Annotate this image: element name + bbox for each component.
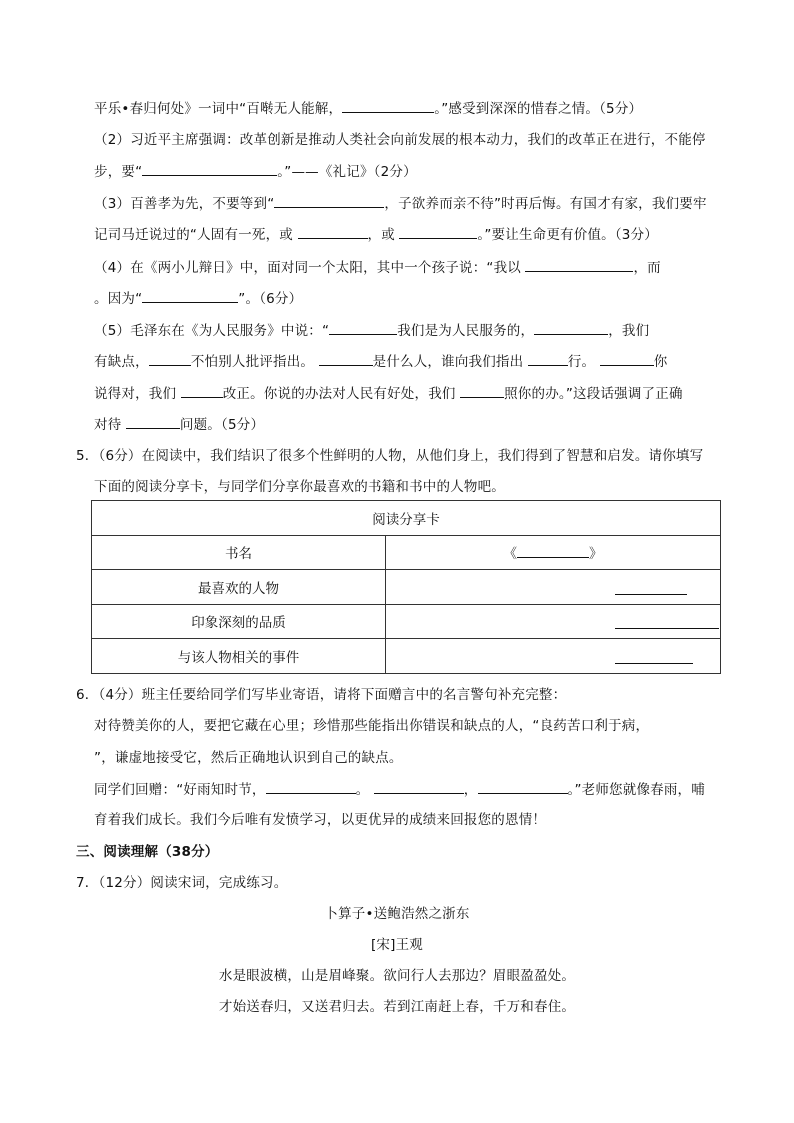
q4-4-line1	[94, 257, 661, 278]
card-label-character: 最喜欢的人物	[92, 570, 386, 605]
fill-line[interactable]	[615, 627, 719, 629]
fill-blank[interactable]	[149, 351, 191, 366]
fill-line[interactable]	[615, 593, 687, 595]
text: （4）在《两小儿辩日》中，面对同一个太阳，其中一个孩子说：“我以	[94, 260, 521, 276]
fill-blank[interactable]	[534, 320, 608, 335]
card-label-quality: 印象深刻的品质	[92, 604, 386, 639]
q4-3-line1	[94, 193, 707, 214]
text: 说得对，我们	[94, 386, 177, 402]
q7-line: 7．（12分）阅读宋词，完成练习。	[76, 875, 288, 891]
text: ，我们	[608, 323, 650, 339]
fill-blank[interactable]	[399, 224, 477, 239]
fill-blank[interactable]	[517, 543, 589, 558]
text: 《	[503, 546, 517, 563]
text: （3）百善孝为先，不要等到“	[94, 196, 275, 212]
fill-blank[interactable]	[274, 193, 384, 208]
reading-share-card	[91, 500, 721, 674]
q5-line2: 下面的阅读分享卡，与同学们分享你最喜欢的书籍和书中的人物吧。	[94, 479, 505, 495]
fill-blank[interactable]	[319, 351, 373, 366]
q4-2-line1: （2）习近平主席强调：改革创新是推动人类社会向前发展的根本动力，我们的改革正在进行，不能停	[94, 132, 706, 148]
card-value-quality[interactable]	[386, 604, 721, 639]
q4-3-line2	[94, 224, 658, 245]
card-label-book: 书名	[92, 535, 386, 570]
text: ，	[463, 782, 478, 798]
fill-blank[interactable]	[478, 779, 568, 794]
text: 平乐•春归何处》一词中“百啭无人能解，	[94, 101, 343, 117]
card-value-event[interactable]	[386, 639, 721, 674]
card-value-book[interactable]	[386, 535, 721, 570]
text: 问题。（5分）	[179, 417, 265, 433]
text: （5）毛泽东在《为人民服务》中说：“	[94, 323, 330, 339]
fill-blank[interactable]	[142, 161, 277, 176]
fill-blank[interactable]	[528, 351, 568, 366]
text: ，或	[367, 227, 395, 243]
text: 有缺点，	[94, 354, 149, 370]
text: ，子欲养而亲不待”时再后悔。有国才有家，我们要牢	[384, 196, 707, 212]
card-value-character[interactable]	[386, 570, 721, 605]
text: 。”——《礼记》（2分）	[277, 164, 417, 180]
text: ，而	[633, 260, 661, 276]
poem-author: [宋]王观	[370, 937, 424, 953]
text: 记司马迁说过的“人固有一死，或	[94, 227, 293, 243]
text: 。”老师您就像春雨，哺	[567, 782, 705, 798]
fill-blank[interactable]	[374, 779, 464, 794]
q6-line2: 对待赞美你的人，要把它藏在心里；珍惜那些能指出你错误和缺点的人，“良药苦口利于病，	[94, 718, 650, 734]
fill-blank[interactable]	[329, 320, 397, 335]
poem-title: 卜算子•送鲍浩然之浙东	[324, 906, 470, 922]
text: 同学们回赠：“好雨知时节，	[94, 782, 266, 798]
text: 。”要让生命更有价值。（3分）	[477, 227, 658, 243]
text: 》	[589, 546, 603, 563]
text: 是什么人，谁向我们指出	[372, 354, 524, 370]
text: 照你的办。”这段话强调了正确	[504, 386, 683, 402]
text: 你	[653, 354, 668, 370]
fill-blank[interactable]	[525, 257, 633, 272]
card-label-event: 与该人物相关的事件	[92, 639, 386, 674]
fill-blank[interactable]	[460, 383, 504, 398]
q4-2-line2	[94, 161, 417, 182]
card-title: 阅读分享卡	[92, 501, 721, 536]
q4-1-line	[94, 98, 642, 119]
q6-line1: 6．（4分）班主任要给同学们写毕业寄语，请将下面赠言中的名言警句补充完整：	[76, 687, 567, 703]
text: 改正。你说的办法对人民有好处，我们	[222, 386, 456, 402]
q6-line4	[94, 779, 705, 800]
fill-blank[interactable]	[600, 351, 654, 366]
text: 行。	[567, 354, 596, 370]
q6-line5: 育着我们成长。我们今后唯有发愤学习，以更优异的成绩来回报您的恩情！	[94, 812, 547, 828]
poem-line-1: 水是眼波横，山是眉峰聚。欲问行人去那边？眉眼盈盈处。	[218, 968, 576, 984]
text: ”。（6分）	[238, 291, 303, 307]
fill-blank[interactable]	[298, 224, 368, 239]
text: 。”感受到深深的惜春之情。（5分）	[434, 101, 643, 117]
q4-4-line2	[94, 288, 302, 309]
q4-5-line4	[94, 414, 264, 435]
poem-line-2: 才始送春归，又送君归去。若到江南赶上春，千万和春住。	[218, 999, 576, 1015]
q4-5-line2	[94, 351, 667, 372]
text: 步，要“	[94, 164, 143, 180]
text: 。因为“	[94, 291, 143, 307]
section-three-heading: 三、阅读理解（38分）	[76, 844, 219, 860]
fill-blank[interactable]	[126, 414, 180, 429]
fill-blank[interactable]	[142, 288, 238, 303]
q4-5-line3	[94, 383, 683, 404]
fill-blank[interactable]	[342, 98, 434, 113]
q5-line1: 5．（6分）在阅读中，我们结识了很多个性鲜明的人物，从他们身上，我们得到了智慧和启发。请你填写	[76, 448, 704, 464]
fill-blank[interactable]	[181, 383, 223, 398]
fill-line[interactable]	[615, 662, 693, 664]
text: 不怕别人批评指出。	[190, 354, 315, 370]
fill-blank[interactable]	[266, 779, 356, 794]
text: 我们是为人民服务的，	[397, 323, 535, 339]
text: 对待	[94, 417, 122, 433]
q6-line3: ”，谦虚地接受它，然后正确地认识到自己的缺点。	[94, 750, 403, 766]
q4-5-line1	[94, 320, 649, 341]
text: 。	[355, 782, 370, 798]
